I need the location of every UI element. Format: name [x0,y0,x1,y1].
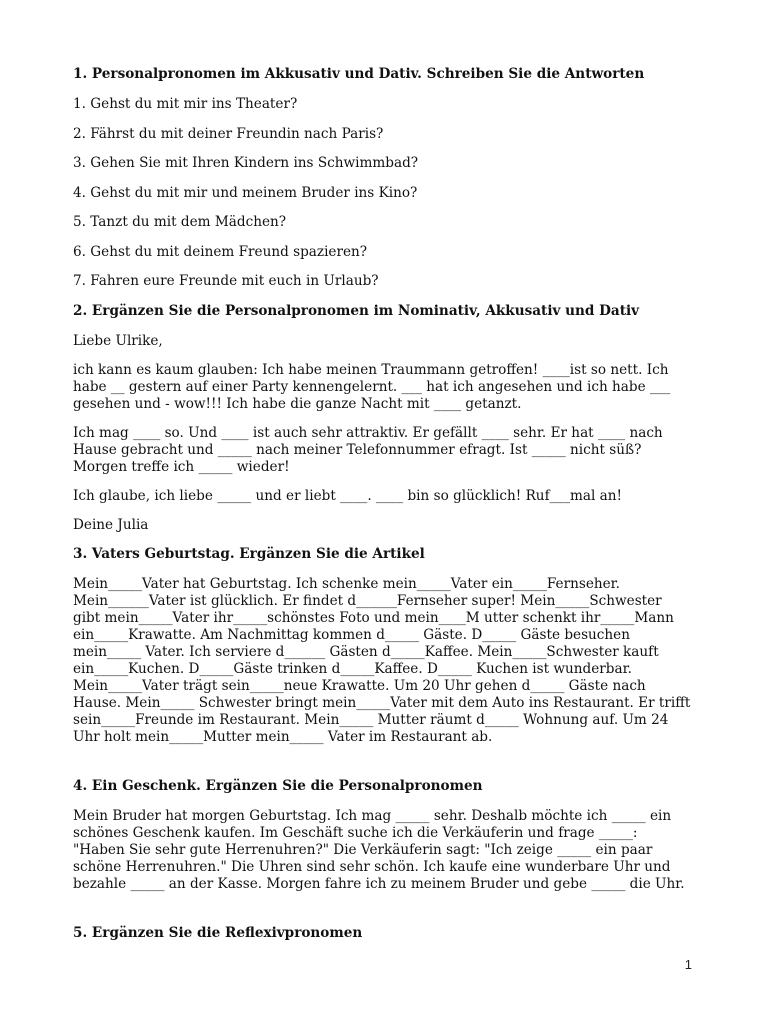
section4-heading: 4. Ein Geschenk. Ergänzen Sie die Personalpronomen [73,777,483,794]
spacer [73,905,693,925]
question-5: 5. Tanzt du mit dem Mädchen? [73,214,287,230]
page-number: 1 [684,957,692,972]
worksheet-page [73,66,693,955]
section5-heading: 5. Ergänzen Sie die Reflexivpronomen [73,924,363,941]
question-2: 2. Fährst du mit deiner Freundin nach Paris? [73,125,384,142]
letter-closing: Deine Julia [73,516,149,533]
spacer [73,758,693,778]
question-7: 7. Fahren eure Freunde mit euch in Urlaub? [73,273,379,289]
section2-heading: 2. Ergänzen Sie die Personalpronomen im Nominativ, Akkusativ und Dativ [73,302,640,319]
section3-text: Mein_____Vater hat Geburtstag. Ich schenke mein_____Vater ein_____Fernseher. Mein______Vater ist glücklich. Er findet d______Fernseher super! Mein_____Schwester gibt mein_____Vater ihr_____schönstes Foto und mein____M utter schenkt ihr_____Mann ein_____Krawatte. Am Nachmittag kommen d_____ Gäste. D_____ Gäste besuchen mein_____ Vater. Ich serviere d______ Gästen d_____Kaffee. Mein_____Schwester kauft ein_____Kuchen. D_____Gäste trinken d_____Kaffee. D_____ Kuchen ist wunderbar. Mein_____Vater trägt sein_____neue Krawatte. Um 20 Uhr gehen d_____ Gäste nach Hause. Mein_____ Schwester bringt mein_____Vater mit dem Auto ins Restaurant. Er trifft sein_____Freunde im Restaurant. Mein_____ Mutter räumt d_____ Wohnung auf. Um 24 Uhr holt mein_____Mutter mein_____ Vater im Restaurant ab. [73,575,691,745]
question-1: 1. Gehst du mit mir ins Theater? [73,96,298,112]
letter-paragraph-2: Ich mag ____ so. Und ____ ist auch sehr attraktiv. Er gefällt ____ sehr. Er hat ____ nach Hause gebracht und _____ nach meiner Telefonnummer efragt. Ist _____ nicht süß? Morgen treffe ich _____ wieder! [73,424,663,475]
letter-paragraph-1: ich kann es kaum glauben: Ich habe meinen Traummann getroffen! ____ist so nett. Ich habe __ gestern auf einer Party kennengelernt. ___ hat ich angesehen und ich habe ___ gesehen und - wow!!! Ich habe die ganze Nacht mit ____ getanzt. [73,361,671,412]
question-4: 4. Gehst du mit mir und meinem Bruder ins Kino? [73,184,418,201]
question-6: 6. Gehst du mit deinem Freund spazieren? [73,243,368,260]
section3-heading: 3. Vaters Geburtstag. Ergänzen Sie die Artikel [73,545,425,562]
letter-greeting: Liebe Ulrike, [73,332,163,349]
section1-heading: 1. Personalpronomen im Akkusativ und Dativ. Schreiben Sie die Antworten [73,66,645,82]
section4-text: Mein Bruder hat morgen Geburtstag. Ich mag _____ sehr. Deshalb möchte ich _____ ein schönes Geschenk kaufen. Im Geschäft suche ich die Verkäuferin und frage _____: "Haben Sie sehr gute Herrenuhren?" Die Verkäuferin sagt: "Ich zeige _____ ein paar schöne Herrenuhren." Die Uhren sind sehr schön. Ich kaufe eine wunderbare Uhr und bezahle _____ an der Kasse. Morgen fahre ich zu meinem Bruder und gebe _____ die Uhr. [73,807,685,892]
question-3: 3. Gehen Sie mit Ihren Kindern ins Schwimmbad? [73,155,419,171]
letter-paragraph-3: Ich glaube, ich liebe _____ und er liebt ____. ____ bin so glücklich! Ruf___mal an! [73,487,622,504]
section1-questions [73,96,693,290]
